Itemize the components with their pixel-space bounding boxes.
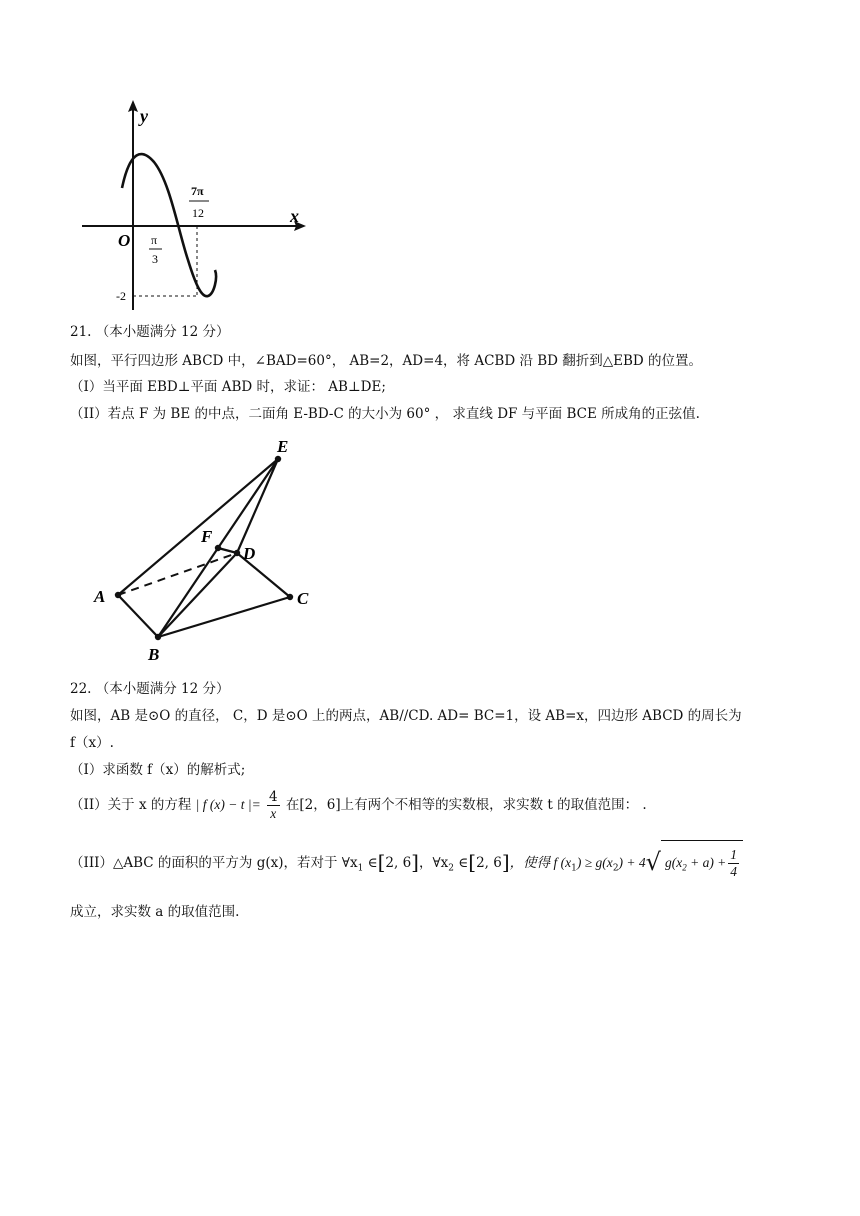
q22-part3-in1: ∈ [363,855,378,871]
q22-part3-sqrt [661,840,743,890]
y-axis-label: y [140,106,148,126]
q22-part3-lbracket1: [ [377,850,386,874]
tick-pi3-den: 3 [152,252,158,266]
q22-part3-sub1: 1 [357,863,364,874]
label-D: D [243,544,256,563]
q22-part3-lbracket2: [ [468,850,477,874]
q22-header: 22. （本小题满分 12 分） [70,681,230,697]
q22-part3-in2: ∈ [453,855,469,871]
q22-part3-mid: ，∀x [418,855,449,871]
tick-pi3-num: π [151,233,158,247]
label-B: B [148,645,160,664]
q22-part3-sub4: 2 [612,863,619,874]
q22-part3-sub2: 2 [448,863,454,874]
edge-AE [118,459,278,595]
q22-stem-line2: f（x）. [70,735,114,751]
q22-part2-frac-num: 4 [268,789,278,805]
y-min-label: -2 [116,289,126,303]
label-F: F [201,527,213,546]
q22-part2-suffix: 在[2，6]上有两个不相等的实数根，求实数 t 的取值范围： . [285,797,647,813]
q22-part2-fraction [267,789,280,822]
q22-end-line: 成立，求实数 a 的取值范围. [70,904,240,920]
q22-part3-rbracket2: ] [501,850,510,874]
label-C: C [297,589,309,608]
edge-AB [118,595,158,637]
tick-7pi12-den: 12 [192,206,204,220]
q22-part3-fraction [728,847,739,880]
edge-AD-dashed [118,553,237,595]
q22-part3-prefix: （III）△ABC 的面积的平方为 g(x)，若对于 ∀x [70,855,358,871]
vertex-D [234,550,240,556]
q22-part2 [70,786,647,824]
q22-stem-line1: 如图，AB 是⊙O 的直径， C，D 是⊙O 上的两点，AB//CD. AD= BC=1，设 AB=x，四边形 ABCD 的周长为 [70,708,742,724]
label-E: E [277,437,289,456]
q22-part3 [70,840,743,891]
q22-part2-eq-left: | f (x) − t |= [195,797,261,812]
q22-part3-interval2: 2, 6 [476,855,502,871]
q21-header: 21. （本小题满分 12 分） [70,324,230,340]
q22-part3-frac-den: 4 [730,864,738,880]
vertex-F [215,545,221,551]
q22-part1: （I）求函数 f（x）的解析式; [70,762,246,778]
geometry-figure [85,432,335,667]
q21-stem: 如图，平行四边形 ABCD 中，∠BAD=60°， AB=2，AD=4，将 ACBD 沿 BD 翻折到△EBD 的位置。 [70,353,703,369]
origin-label: O [118,231,131,250]
q22-part3-interval1: 2, 6 [385,855,412,871]
q22-part3-sqrt-inner2: + a) + [686,855,727,870]
q22-part3-frac-num: 1 [730,847,738,863]
q22-part3-sub5: 2 [682,862,687,873]
tick-7pi12-num: 7π [191,184,204,198]
q22-part3-sqrt-inner: g(x [664,855,683,870]
vertex-C [287,594,293,600]
edge-ED [237,459,278,553]
x-axis-label: x [290,206,299,226]
q21-part2: （II）若点 F 为 BE 的中点，二面角 E-BD-C 的大小为 60° ， 求直线 DF 与平面 BCE 所成角的正弦值. [70,406,700,422]
label-A: A [94,587,106,606]
sqrt-sign-icon: √ [645,848,661,876]
vertex-A [115,592,121,598]
q22-part2-prefix: （II）关于 x 的方程 [70,797,192,813]
q22-part2-frac-den: x [270,806,277,821]
vertex-E [275,456,281,462]
vertex-B [155,634,161,640]
q22-part3-rbracket1: ] [411,850,419,874]
q22-part3-tail-plus: ) + 4 [618,855,646,870]
q22-part3-tail-ineq: ) ≥ g(x [576,855,613,870]
q21-part1: （I）当平面 EBD⊥平面 ABD 时，求证： AB⊥DE; [70,379,386,395]
q22-part3-sub3: 1 [571,863,577,874]
q22-part3-tail-prefix: ，使得 f (x [509,855,572,870]
sine-graph-figure [78,100,318,315]
